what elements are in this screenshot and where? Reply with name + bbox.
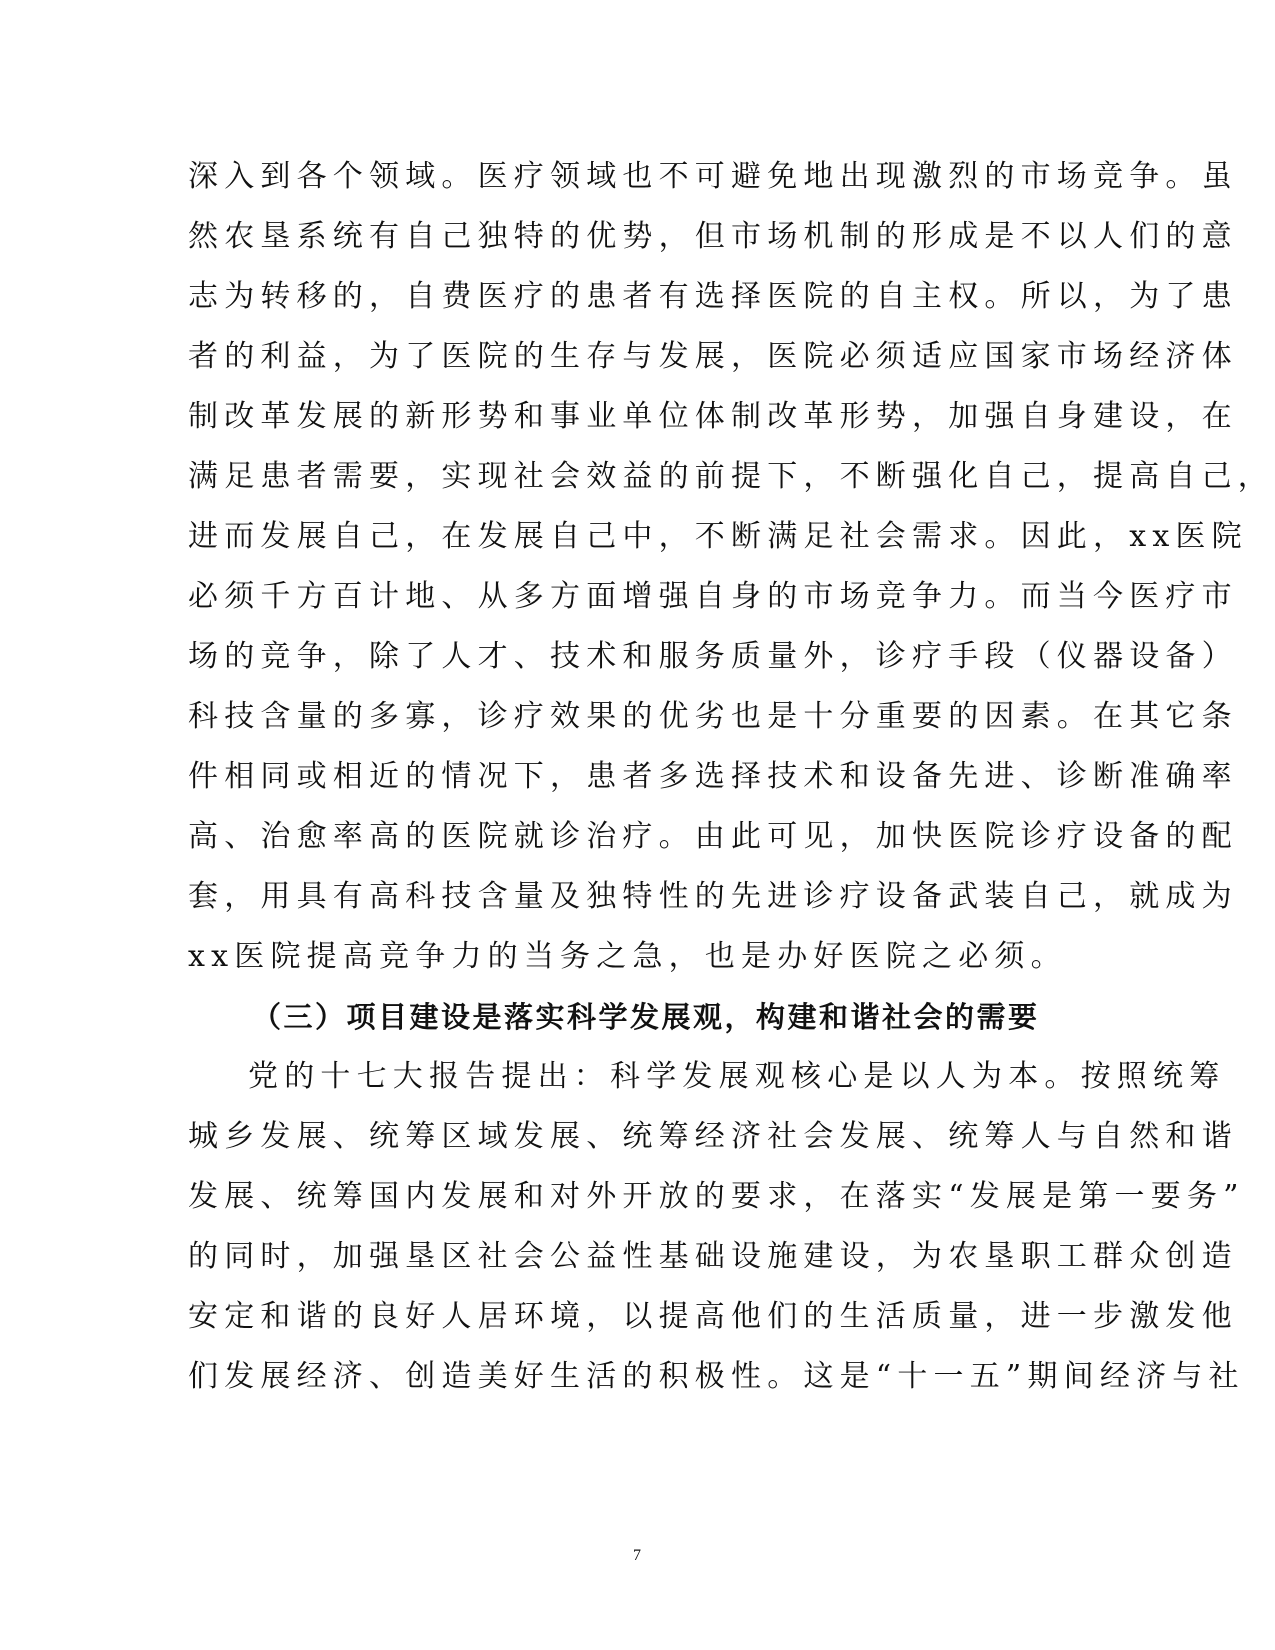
paragraph-1-line: 制改革发展的新形势和事业单位体制改革形势，加强自身建设，在 [188,399,1238,434]
paragraph-1-line: 进而发展自己，在发展自己中，不断满足社会需求。因此，xx医院 [188,519,1248,554]
paragraph-2-line: 安定和谐的良好人居环境，以提高他们的生活质量，进一步激发他 [188,1299,1238,1334]
paragraph-1-line: 件相同或相近的情况下，患者多选择技术和设备先进、诊断准确率 [188,759,1238,794]
paragraph-1-line: xx医院提高竞争力的当务之急，也是办好医院之必须。 [188,939,1067,974]
paragraph-2-line: 城乡发展、统筹区域发展、统筹经济社会发展、统筹人与自然和谐 [188,1119,1238,1154]
paragraph-1-line: 者的利益，为了医院的生存与发展，医院必须适应国家市场经济体 [188,339,1238,374]
paragraph-2-line: 们发展经济、创造美好生活的积极性。这是“十一五”期间经济与社 [188,1359,1245,1394]
paragraph-2-line: 的同时，加强垦区社会公益性基础设施建设，为农垦职工群众创造 [188,1239,1238,1274]
paragraph-1-line: 高、治愈率高的医院就诊治疗。由此可见，加快医院诊疗设备的配 [188,819,1238,854]
paragraph-1-line: 志为转移的，自费医疗的患者有选择医院的自主权。所以，为了患 [188,279,1238,314]
paragraph-1-line: 然农垦系统有自己独特的优势，但市场机制的形成是不以人们的意 [188,219,1238,254]
section-heading: （三）项目建设是落实科学发展观，构建和谐社会的需要 [252,1000,1040,1034]
page-number: 7 [633,1547,641,1564]
paragraph-1-line: 深入到各个领域。医疗领域也不可避免地出现激烈的市场竞争。虽 [188,159,1238,194]
paragraph-2-line: 党的十七大报告提出：科学发展观核心是以人为本。按照统筹 [248,1059,1226,1094]
paragraph-2-line: 发展、统筹国内发展和对外开放的要求，在落实“发展是第一要务” [188,1179,1245,1214]
paragraph-1-line: 科技含量的多寡，诊疗效果的优劣也是十分重要的因素。在其它条 [188,699,1238,734]
paragraph-1-line: 满足患者需要，实现社会效益的前提下，不断强化自己，提高自己， [188,459,1274,494]
paragraph-1-line: 场的竞争，除了人才、技术和服务质量外，诊疗手段（仪器设备） [188,639,1238,674]
paragraph-1-line: 必须千方百计地、从多方面增强自身的市场竞争力。而当今医疗市 [188,579,1238,614]
paragraph-1-line: 套，用具有高科技含量及独特性的先进诊疗设备武装自己，就成为 [188,879,1238,914]
